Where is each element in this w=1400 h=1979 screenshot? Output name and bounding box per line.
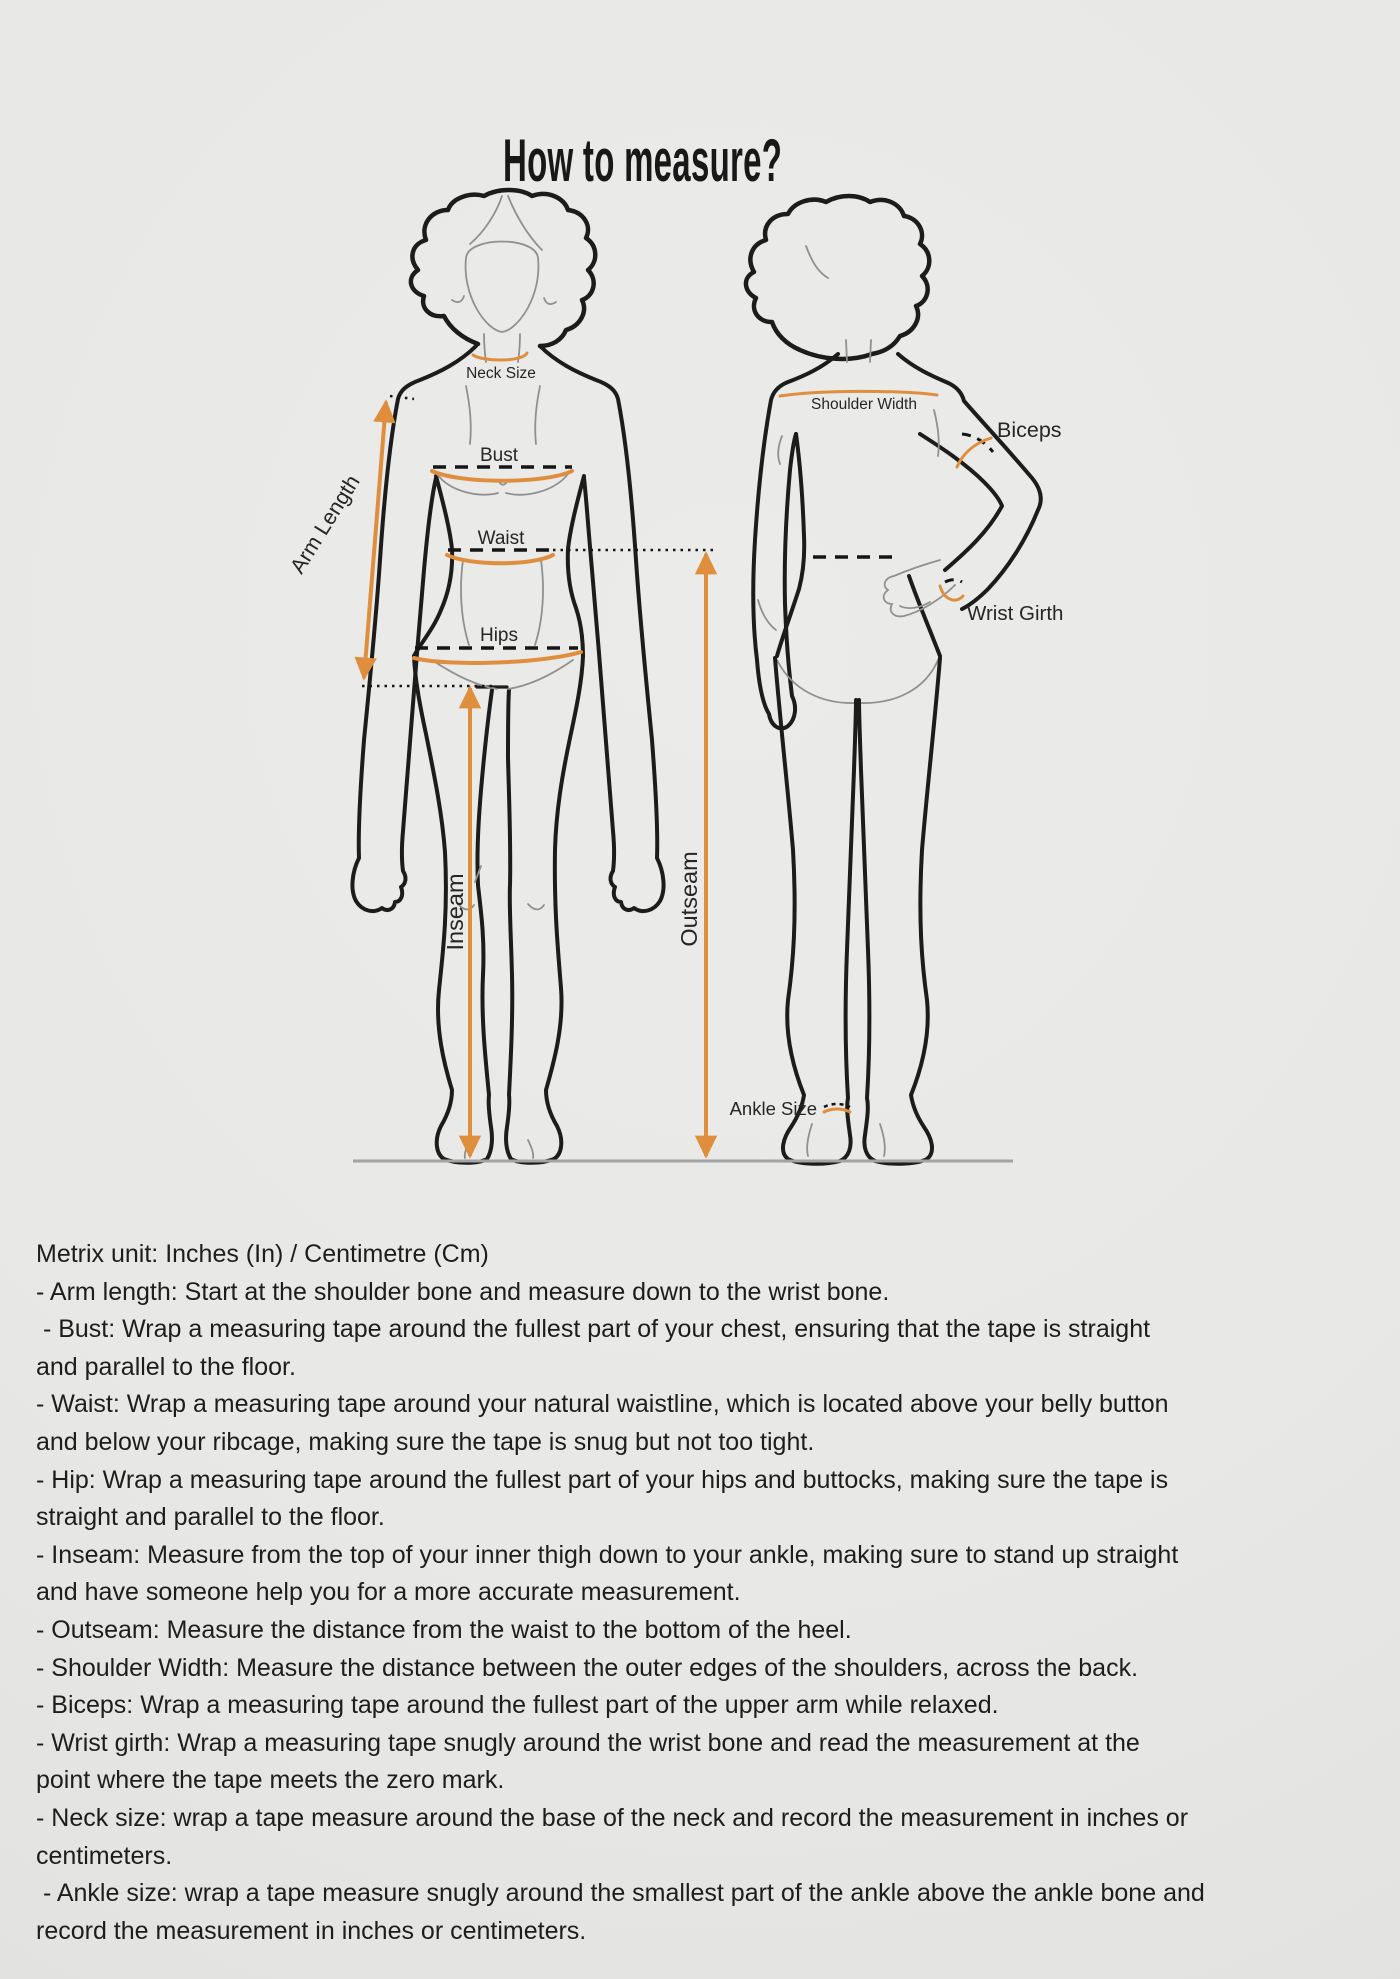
- wrist-girth-measurement: [940, 580, 1063, 625]
- back-right-arm-inner: [920, 434, 1002, 570]
- front-hair-outline: [411, 190, 595, 346]
- instruction-line: - Neck size: wrap a tape measure around the base of the neck and record the measurement in inches or: [36, 1803, 1189, 1832]
- instruction-line: and below your ribcage, making sure the tape is snug but not too tight.: [36, 1427, 815, 1456]
- back-right-leg-outline: [859, 658, 940, 1164]
- instruction-line: - Bust: Wrap a measuring tape around the fullest part of your chest, ensuring that the tape is straight: [36, 1315, 1151, 1344]
- instruction-line: Metrix unit: Inches (In) / Centimetre (Cm): [36, 1240, 489, 1268]
- back-elbow-left-hint: [758, 600, 776, 630]
- instruction-line: centimeters.: [36, 1841, 173, 1870]
- instruction-line: and parallel to the floor.: [36, 1352, 296, 1381]
- back-torso-right: [909, 576, 940, 656]
- outseam-measurement: [676, 554, 706, 1156]
- back-shoulderblade-hint: [934, 410, 939, 456]
- back-neck-right: [870, 340, 871, 362]
- waist-tape-line: [447, 555, 553, 563]
- instruction-line: record the measurement in inches or centimeters.: [36, 1916, 587, 1945]
- neck-size-label: Neck Size: [466, 365, 536, 382]
- instruction-line: - Inseam: Measure from the top of your inner thigh down to your ankle, making sure to stand up straight: [36, 1540, 1179, 1569]
- back-foot-right-hint: [880, 1124, 885, 1156]
- front-right-arm-outline: [540, 346, 664, 911]
- shoulder-width-measurement: [780, 391, 937, 413]
- front-left-arm-outline: [352, 346, 476, 911]
- front-hair-part-left: [470, 196, 502, 244]
- page-title: How to measure?: [503, 127, 783, 194]
- front-belly-left: [461, 560, 469, 645]
- instruction-line: - Shoulder Width: Measure the distance between the outer edges of the shoulders, across the back.: [36, 1653, 1139, 1682]
- inseam-measurement: [442, 688, 470, 1156]
- back-buttock-right: [860, 660, 938, 703]
- instructions-block: [36, 1236, 1396, 1950]
- front-collarbone-right: [535, 386, 540, 444]
- instruction-line: point where the tape meets the zero mark.: [36, 1766, 505, 1795]
- wrist-girth-label: Wrist Girth: [967, 602, 1064, 625]
- front-right-leg-outline: [506, 656, 583, 1163]
- instruction-line: - Wrist girth: Wrap a measuring tape snugly around the wrist bone and read the measurement at the: [36, 1728, 1140, 1757]
- back-neck-left: [846, 340, 847, 362]
- arm-length-top-tick: [390, 396, 414, 399]
- instruction-line: - Ankle size: wrap a tape measure snugly around the smallest part of the ankle above the ankle bone and: [36, 1879, 1205, 1908]
- shoulder-width-label: Shoulder Width: [811, 396, 917, 413]
- ankle-tape-arc: [824, 1109, 850, 1112]
- back-hair-outline: [746, 196, 929, 359]
- front-knee-right: [528, 904, 544, 909]
- inseam-label: Inseam: [442, 873, 468, 951]
- bust-measurement: [432, 445, 572, 481]
- instruction-line: straight and parallel to the floor.: [36, 1503, 385, 1532]
- arm-length-label: Arm Length: [285, 470, 365, 578]
- bust-label: Bust: [479, 445, 519, 466]
- instruction-line: - Waist: Wrap a measuring tape around your natural waistline, which is located above your belly button: [36, 1390, 1169, 1419]
- back-hair-strand: [806, 246, 828, 278]
- back-figure: [746, 196, 1041, 1164]
- hips-tape-line: [414, 652, 581, 663]
- front-ankle-right-hint: [528, 1140, 533, 1158]
- front-figure: [352, 190, 663, 1163]
- front-collarbone-left: [466, 386, 471, 444]
- front-torso-right: [568, 476, 584, 656]
- wrist-dashed-tick: [945, 580, 962, 582]
- biceps-measurement: [957, 418, 1062, 467]
- instruction-line: - Hip: Wrap a measuring tape around the fullest part of your hips and buttocks, making sure the tape is: [36, 1465, 1169, 1494]
- biceps-label: Biceps: [997, 418, 1062, 442]
- front-hair-curl-left: [452, 296, 464, 302]
- back-foot-left-hint: [807, 1124, 812, 1156]
- front-hair-curl-right: [544, 298, 556, 304]
- back-armpit-left-hint: [778, 436, 782, 464]
- ankle-size-label: Ankle Size: [729, 1098, 817, 1119]
- waist-label: Waist: [477, 528, 525, 549]
- instruction-line: - Arm length: Start at the shoulder bone and measure down to the wrist bone.: [36, 1277, 890, 1306]
- instruction-line: - Outseam: Measure the distance from the waist to the bottom of the heel.: [36, 1615, 852, 1644]
- arm-length-measurement: [285, 396, 492, 686]
- front-groin-right: [508, 660, 573, 689]
- front-face-oval: [466, 242, 539, 333]
- neck-size-measurement: [466, 353, 536, 382]
- hips-measurement: [414, 625, 581, 663]
- instruction-line: - Biceps: Wrap a measuring tape around the fullest part of the upper arm while relaxed.: [36, 1691, 999, 1720]
- instruction-line: and have someone help you for a more accurate measurement.: [36, 1578, 741, 1607]
- waist-measurement: [447, 528, 716, 563]
- outseam-label: Outseam: [676, 851, 702, 947]
- bust-tape-line: [432, 471, 572, 481]
- front-belly-right: [535, 560, 543, 645]
- ankle-size-measurement: [730, 1098, 850, 1119]
- back-left-leg-outline: [775, 658, 856, 1164]
- hips-label: Hips: [479, 625, 519, 646]
